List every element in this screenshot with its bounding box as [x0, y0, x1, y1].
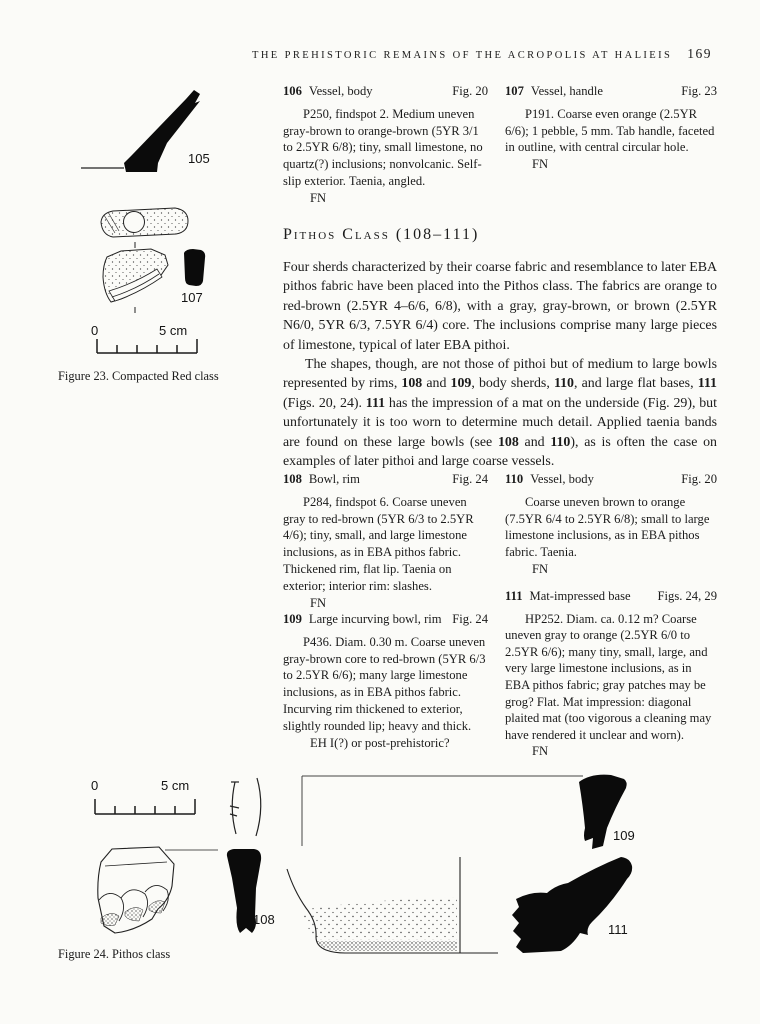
- entry-number: 107: [505, 84, 524, 98]
- running-head: [250, 46, 712, 62]
- entry-header: [505, 83, 717, 100]
- entry-header: [283, 83, 488, 100]
- sherd-111-profile: [512, 857, 632, 953]
- section-heading: Pithos Class (108–111): [283, 226, 480, 243]
- catalog-entry-111: [505, 588, 717, 760]
- figure-24-caption: Figure 24. Pithos class: [58, 947, 171, 961]
- figure-24: [55, 770, 710, 985]
- bowl-109-outline: [302, 776, 583, 846]
- entry-description: HP252. Diam. ca. 0.12 m? Coarse uneven gray to orange (2.5YR 6/0 to 2.5YR 6/6); many tiny, small, large, and very large limestone inclusions, as in EBA pithos fabric; gray patches may be grog? Flat. Mat impression: diagonal plaited mat (too vigorous a cleaning may have rendered it unclear and worn).: [505, 611, 712, 742]
- entry-description: P191. Coarse even orange (2.5YR 6/6); 1 pebble, 5 mm. Tab handle, faceted in outline, with central circular hole.: [505, 106, 715, 155]
- scale-bar: [97, 339, 197, 353]
- entry-note: FN: [532, 561, 549, 576]
- catalog-entry-109: [283, 611, 488, 751]
- entry-number: 111: [505, 589, 523, 603]
- entry-figure-ref: Fig. 20: [452, 84, 488, 98]
- base-111-dense-stippling: [317, 941, 457, 951]
- entry-note: FN: [310, 190, 327, 205]
- scale-five-label: 5 cm: [161, 778, 190, 793]
- sherd-108-label: 108: [253, 912, 275, 927]
- entry-number: 106: [283, 84, 302, 98]
- section-paragraph-2: The shapes, though, are not those of pithoi but of medium to large bowls represented by rims, 108 and 109, body sherds, 110, and large flat bases, 111 (Figs. 20, 24). 111 has the impression of a mat on the underside (Fig. 29), but unfortunately it is too worn to determine much detail. Applied taenia bands are found on these large bowls (see 108 and 110), as is often the case on examples of later pithoi and large coarse vessels.: [283, 357, 717, 470]
- catalog-entry-110: [505, 471, 717, 578]
- scale-bar: [95, 799, 195, 814]
- scale-zero-label: 0: [91, 323, 99, 338]
- entry-header: [505, 588, 717, 605]
- entry-number: 110: [505, 472, 524, 486]
- catalog-entry-107: [505, 83, 717, 173]
- sherd-107-label: 107: [181, 290, 203, 305]
- base-111-stippling: [301, 897, 457, 940]
- entry-title: Mat-impressed base: [529, 589, 631, 603]
- entry-description: P436. Diam. 0.30 m. Coarse uneven gray-brown core to red-brown (5YR 6/3 to 2.5YR 6/6); many large limestone inclusions, as in EBA pithos fabric. Incurving rim thickened to exterior, slightly rounded lip; heavy and thick.: [283, 634, 486, 733]
- sherd-109-label: 109: [613, 828, 635, 843]
- entry-header: [283, 471, 488, 488]
- entry-note: FN: [532, 157, 549, 172]
- entry-figure-ref: Figs. 24, 29: [657, 589, 717, 603]
- entry-title: Vessel, handle: [530, 84, 603, 98]
- figure-23-drawing: [55, 85, 270, 400]
- scale-five-label: 5 cm: [159, 323, 188, 338]
- entry-number: 109: [283, 612, 302, 626]
- entry-title: Vessel, body: [308, 84, 373, 98]
- entry-title: Large incurving bowl, rim: [308, 612, 442, 626]
- entry-figure-ref: Fig. 24: [452, 472, 488, 486]
- catalog-entry-106: [283, 83, 488, 207]
- entry-description: P284, findspot 6. Coarse uneven gray to red-brown (5YR 6/3 to 2.5YR 4/6); tiny, small, and large limestone inclusions, as in EBA pithos fabric. Thickened rim, flat lip. Taenia on exterior; interior rim: slashes.: [283, 494, 474, 593]
- entry-figure-ref: Fig. 24: [452, 612, 488, 626]
- entry-description: Coarse uneven brown to orange (7.5YR 6/4 to 2.5YR 6/8); small to large limestone inclusions, as in EBA pithos fabric. Taenia.: [505, 494, 710, 560]
- sherd-105-label: 105: [188, 151, 210, 166]
- page-number: 169: [687, 46, 712, 61]
- entry-figure-ref: Fig. 23: [681, 84, 717, 98]
- entry-note: FN: [532, 744, 549, 759]
- entry-note: EH I(?) or post-prehistoric?: [310, 735, 450, 750]
- entry-header: [505, 471, 717, 488]
- entry-number: 108: [283, 472, 302, 486]
- entry-note: FN: [310, 595, 327, 610]
- section-paragraph-1: Four sherds characterized by their coarse fabric and resemblance to later EBA pithos fabric have been placed into the Pithos class. The fabrics are orange to red-brown (2.5YR 4–6/6, 6/8), with a gray, gray-brown, or brown (2.5YR N6/0, 5YR 6/3, 7.5YR 6/4) core. The inclusions comprise many large pieces of limestone, typical of later EBA pithoi.: [283, 260, 717, 353]
- figure-23: [55, 85, 270, 400]
- entry-title: Bowl, rim: [308, 472, 360, 486]
- entry-figure-ref: Fig. 20: [681, 472, 717, 486]
- scale-zero-label: 0: [91, 778, 99, 793]
- running-head-title: THE PREHISTORIC REMAINS OF THE ACROPOLIS AT HALIEIS: [252, 50, 673, 61]
- entry-title: Vessel, body: [530, 472, 594, 486]
- entry-header: [283, 611, 488, 628]
- sherd-111-label: 111: [608, 922, 628, 937]
- entry-description: P250, findspot 2. Medium uneven gray-brown to orange-brown (5YR 3/1 to 2.5YR 6/8); tiny, small limestone, no quartz(?) inclusions; nonvolcanic. Self-slip exterior. Taenia, angled.: [283, 106, 483, 188]
- sherd-107-handle-hole: [124, 212, 145, 233]
- small-sherd-profile: [230, 778, 261, 836]
- sherd-107-profile: [184, 249, 205, 286]
- figure-23-caption: Figure 23. Compacted Red class: [58, 369, 219, 383]
- catalog-entry-108: [283, 471, 488, 611]
